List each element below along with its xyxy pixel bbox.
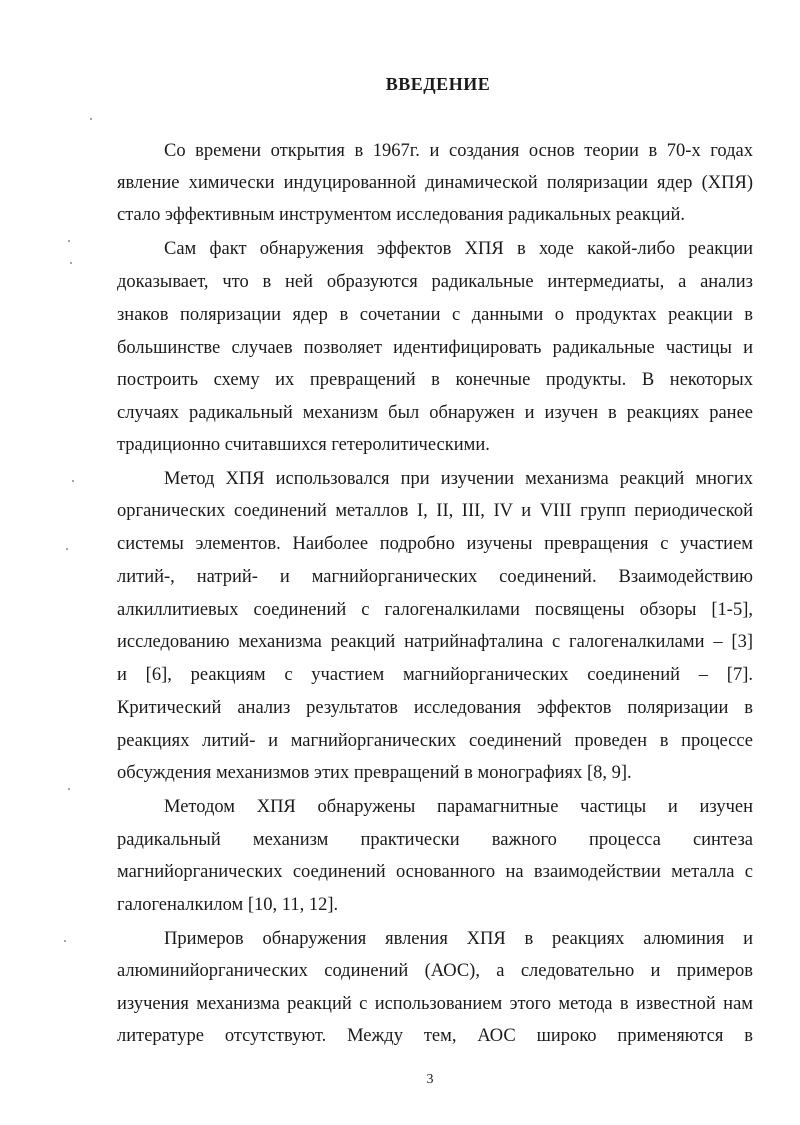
- scan-speck: [68, 240, 70, 242]
- paragraph-2-line-1: Сам факт обнаружения эффектов ХПЯ в ходе какой-либо реакции: [164, 239, 753, 259]
- paragraph-3-line-1: Метод ХПЯ использовался при изучении механизма реакций многих: [164, 469, 753, 489]
- paragraph-4-line-3: магнийорганических соединений основанного на взаимодействии металла с: [117, 862, 753, 882]
- paragraph-5-line-2: алюминийорганических содинений (АОС), а следовательно и примеров: [117, 961, 753, 981]
- paragraph-2-line-3: знаков поляризации ядер в сочетании с данными о продуктах реакции в: [117, 305, 753, 325]
- paragraph-2-line-2: доказывает, что в ней образуются радикальные интермедиаты, а анализ: [117, 272, 753, 292]
- scan-speck: [68, 788, 70, 790]
- paragraph-3-line-8: Критический анализ результатов исследования эффектов поляризации в: [117, 698, 753, 718]
- paragraph-1-line-2: явление химически индуцированной динамической поляризации ядер (ХПЯ): [117, 173, 753, 193]
- scan-speck: [90, 118, 92, 120]
- paragraph-3-line-5: алкиллитиевых соединений с галогеналкилами посвящены обзоры [1-5],: [117, 600, 753, 620]
- paragraph-2-line-6: случаях радикальный механизм был обнаружен и изучен в реакциях ранее: [117, 403, 753, 423]
- scan-speck: [64, 940, 66, 942]
- paragraph-5-line-1: Примеров обнаружения явления ХПЯ в реакциях алюминия и: [164, 929, 753, 949]
- paragraph-2-line-7: традиционно считавшихся гетеролитическими.: [117, 435, 490, 455]
- paragraph-3-line-6: исследованию механизма реакций натрийнафталина с галогеналкилами – [3]: [117, 632, 753, 652]
- paragraph-4-line-4: галогеналкилом [10, 11, 12].: [117, 895, 339, 915]
- scan-speck: [66, 548, 68, 550]
- paragraph-3-line-4: литий-, натрий- и магнийорганических соединений. Взаимодействию: [117, 567, 753, 587]
- page-number: 3: [426, 1072, 434, 1087]
- paragraph-4-line-2: радикальный механизм практически важного процесса синтеза: [117, 830, 753, 850]
- page-title: ВВЕДЕНИЕ: [385, 74, 491, 94]
- paragraph-3-line-9: реакциях литий- и магнийорганических соединений проведен в процессе: [117, 731, 753, 751]
- paragraph-1-line-3: стало эффективным инструментом исследования радикальных реакций.: [117, 205, 686, 225]
- scan-speck: [70, 262, 72, 264]
- paragraph-3-line-10: обсуждения механизмов этих превращений в монографиях [8, 9].: [117, 763, 632, 783]
- paragraph-2-line-4: большинстве случаев позволяет идентифицировать радикальные частицы и: [117, 338, 753, 358]
- paragraph-3-line-7: и [6], реакциям с участием магнийорганических соединений – [7].: [117, 665, 753, 685]
- scan-speck: [72, 480, 74, 482]
- paragraph-5-line-3: изучения механизма реакций с использованием этого метода в известной нам: [117, 994, 753, 1014]
- paragraph-5-line-4: литературе отсутствуют. Между тем, АОС широко применяются в: [117, 1026, 753, 1046]
- paragraph-3-line-3: системы элементов. Наиболее подробно изучены превращения с участием: [117, 534, 753, 554]
- paragraph-3-line-2: органических соединений металлов I, II, III, IV и VIII групп периодической: [117, 501, 753, 521]
- paragraph-1-line-1: Со времени открытия в 1967г. и создания основ теории в 70-х годах: [164, 141, 753, 161]
- paragraph-4-line-1: Методом ХПЯ обнаружены парамагнитные частицы и изучен: [164, 797, 753, 817]
- paragraph-2-line-5: построить схему их превращений в конечные продукты. В некоторых: [117, 370, 753, 390]
